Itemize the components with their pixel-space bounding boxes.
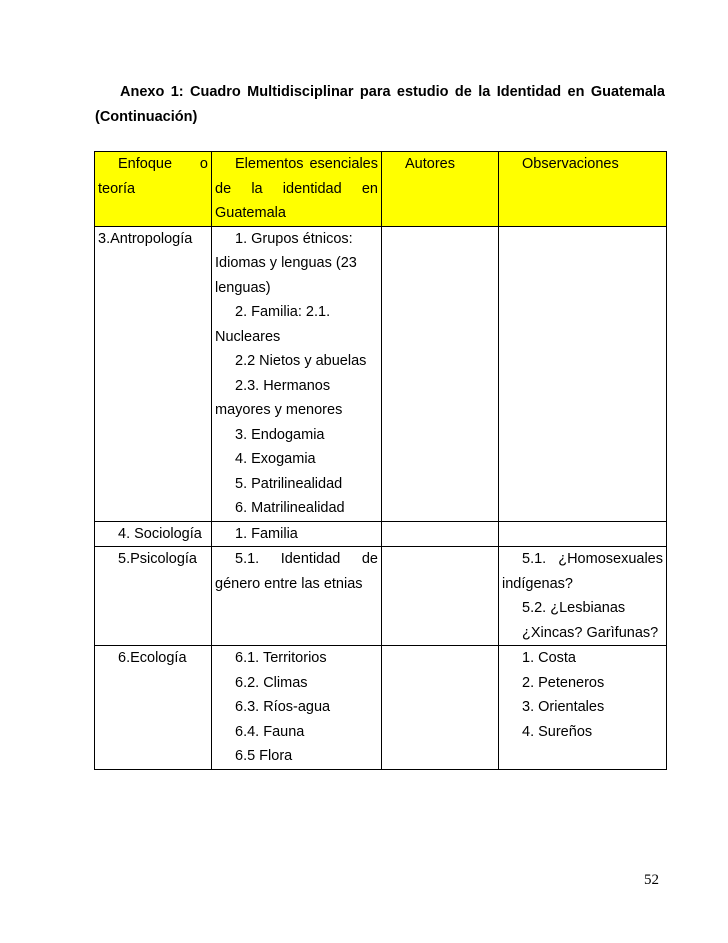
enfoque-label: 5.Psicología <box>118 551 197 567</box>
header-observaciones <box>499 152 667 227</box>
list-item: 2.3. Hermanos <box>235 377 331 394</box>
list-item: 2.2 Nietos y abuelas <box>235 353 367 369</box>
list-item: 6.5 Flora <box>235 748 293 764</box>
table-header-row <box>95 152 667 227</box>
cell-observaciones <box>499 521 667 547</box>
cell-elementos <box>212 646 382 770</box>
list-item: género entre las etnias <box>215 575 363 592</box>
list-item: indígenas? <box>502 575 573 592</box>
list-item: 3. Endogamia <box>235 426 325 443</box>
list-item: 5. Patrilinealidad <box>235 475 343 492</box>
cell-observaciones <box>499 226 667 521</box>
list-item: 4. Exogamia <box>235 451 316 467</box>
header-enfoque-line2: teoría <box>98 180 136 197</box>
list-item: lenguas) <box>215 279 271 296</box>
list-item: mayores y menores <box>215 402 343 418</box>
header-elementos-line2: de la identidad en <box>215 180 378 197</box>
cell-elementos <box>212 521 382 547</box>
header-elementos-line3: Guatemala <box>215 205 286 221</box>
header-observaciones-label: Observaciones <box>522 156 619 172</box>
cell-autores <box>382 521 499 547</box>
table-row <box>95 226 667 521</box>
header-elementos-line1: Elementos esenciales <box>235 156 378 172</box>
cell-observaciones <box>499 547 667 646</box>
cell-autores <box>382 547 499 646</box>
cell-enfoque <box>95 521 212 547</box>
cell-observaciones <box>499 646 667 770</box>
enfoque-label: 3.Antropología <box>98 230 193 247</box>
cell-enfoque <box>95 646 212 770</box>
cell-autores <box>382 646 499 770</box>
header-enfoque <box>95 152 212 227</box>
cell-autores <box>382 226 499 521</box>
annex-title-text: Cuadro Multidisciplinar para estudio de la Identidad en Guatemala <box>190 84 665 100</box>
header-autores-label: Autores <box>405 156 455 172</box>
enfoque-label: 6.Ecología <box>118 650 187 666</box>
table-row <box>95 521 667 547</box>
cell-enfoque <box>95 226 212 521</box>
list-item: 6.3. Ríos-agua <box>235 699 331 715</box>
annex-label: Anexo 1: <box>120 84 184 100</box>
list-item: 6.2. Climas <box>235 674 308 691</box>
list-item: Nucleares <box>215 328 281 345</box>
header-elementos <box>212 152 382 227</box>
list-item: ¿Xincas? Garìfunas? <box>522 624 659 641</box>
title-continuation: (Continuación) <box>95 109 198 125</box>
list-item: 5.1. Identidad de <box>235 551 378 567</box>
list-item: 1. Familia <box>235 525 298 542</box>
list-item: 2. Peteneros <box>522 674 605 691</box>
header-autores <box>382 152 499 227</box>
list-item: 1. Costa <box>522 650 576 666</box>
cell-enfoque <box>95 547 212 646</box>
cell-elementos <box>212 226 382 521</box>
enfoque-label: 4. Sociología <box>118 525 202 542</box>
list-item: 1. Grupos étnicos: <box>235 230 353 247</box>
list-item: 6. Matrilinealidad <box>235 500 345 516</box>
header-enfoque-line1: Enfoque o <box>118 156 208 172</box>
cell-elementos <box>212 547 382 646</box>
page-number: 52 <box>644 872 659 888</box>
list-item: 3. Orientales <box>522 699 605 715</box>
identity-study-table <box>94 151 667 770</box>
list-item: 6.4. Fauna <box>235 723 305 740</box>
list-item: 4. Sureños <box>522 723 593 740</box>
list-item: 2. Familia: 2.1. <box>235 304 331 320</box>
list-item: Idiomas y lenguas (23 <box>215 255 357 271</box>
table-body <box>95 226 667 769</box>
list-item: 5.2. ¿Lesbianas <box>522 600 626 616</box>
document-title <box>100 82 665 102</box>
list-item: 6.1. Territorios <box>235 650 327 666</box>
table-row <box>95 547 667 646</box>
list-item: 5.1. ¿Homosexuales <box>522 551 663 567</box>
table-row <box>95 646 667 770</box>
